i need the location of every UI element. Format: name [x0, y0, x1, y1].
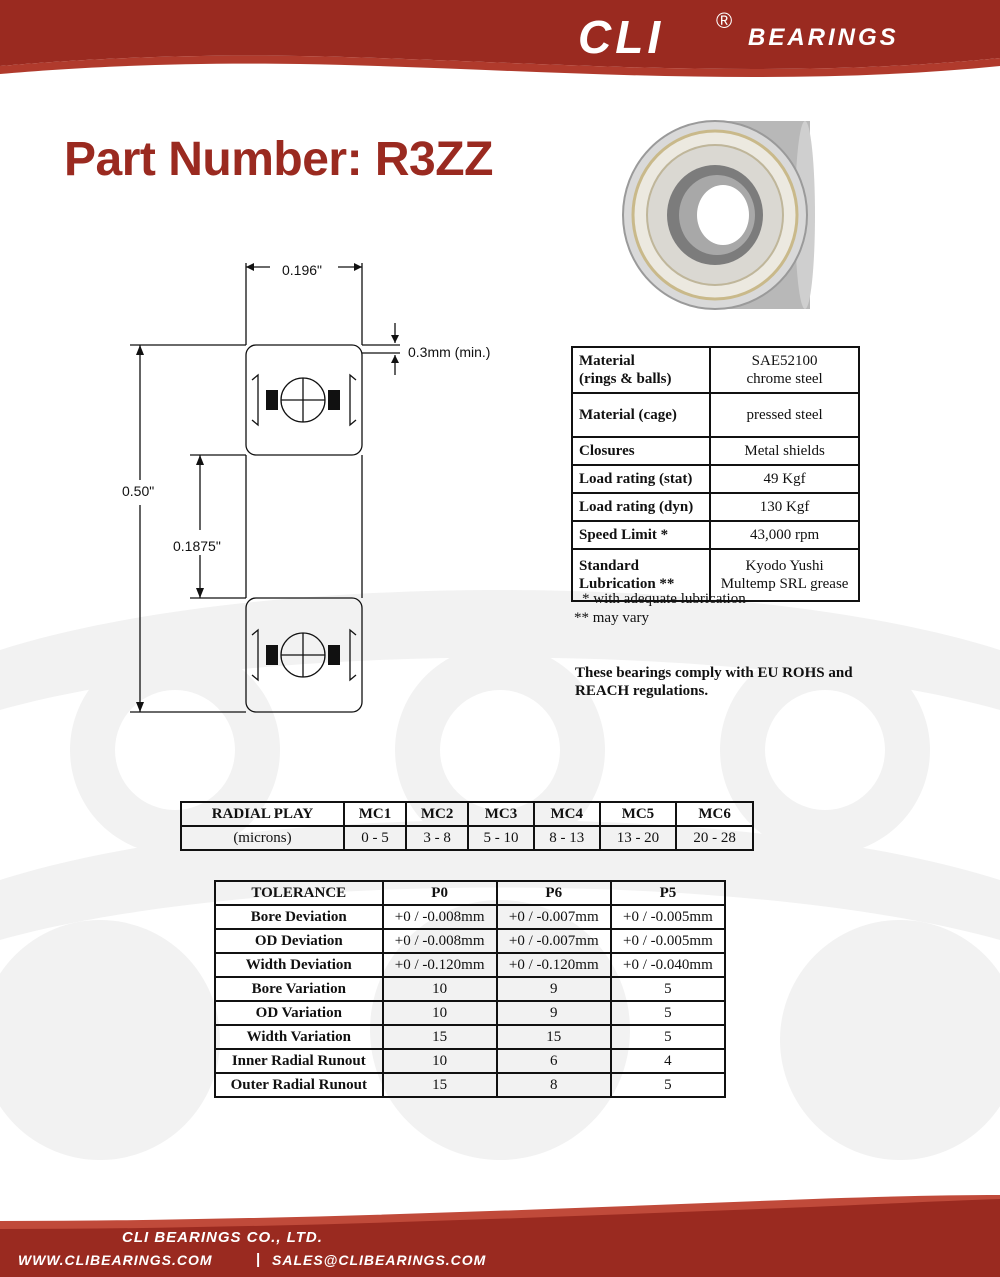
tolerance-value: 15: [497, 1025, 611, 1049]
tolerance-header: P0: [383, 881, 497, 905]
spec-row: [572, 347, 859, 393]
tolerance-label: OD Variation: [215, 1001, 383, 1025]
tolerance-value: +0 / -0.005mm: [611, 929, 725, 953]
spec-value: Metal shields: [710, 437, 859, 465]
spec-label: Standard Lubrication **: [572, 549, 710, 601]
radial-play-unit: (microns): [181, 826, 344, 850]
tolerance-row: [215, 1001, 725, 1025]
tolerance-value: 10: [383, 1001, 497, 1025]
logo-cli: CLI: [578, 11, 665, 63]
tolerance-value: 15: [383, 1025, 497, 1049]
tolerance-value: +0 / -0.008mm: [383, 905, 497, 929]
tolerance-label: Width Variation: [215, 1025, 383, 1049]
tolerance-value: +0 / -0.008mm: [383, 929, 497, 953]
footer-email-link[interactable]: SALES@CLIBEARINGS.COM: [272, 1252, 487, 1268]
bore-diameter-label: 0.1875": [173, 538, 221, 554]
tolerance-header: P6: [497, 881, 611, 905]
tolerance-value: +0 / -0.005mm: [611, 905, 725, 929]
tolerance-value: 5: [611, 977, 725, 1001]
bearing-cross-section-diagram: [120, 255, 540, 725]
tolerance-label: Inner Radial Runout: [215, 1049, 383, 1073]
outer-diameter-label: 0.50": [122, 483, 155, 499]
spec-value: 130 Kgf: [710, 493, 859, 521]
radial-play-table: [180, 801, 754, 851]
tolerance-value: 5: [611, 1001, 725, 1025]
clearance-value: 8 - 13: [534, 826, 600, 850]
tolerance-value: 10: [383, 977, 497, 1001]
tolerance-row: [215, 905, 725, 929]
tolerance-value: 8: [497, 1073, 611, 1097]
tolerance-row: [215, 977, 725, 1001]
spec-label: Material (rings & balls): [572, 347, 710, 393]
spec-row: [572, 393, 859, 437]
tolerance-value: 10: [383, 1049, 497, 1073]
variation-note: ** may vary: [574, 610, 649, 626]
clearance-class-header: MC3: [468, 802, 534, 826]
tolerance-header: P5: [611, 881, 725, 905]
spec-value: 43,000 rpm: [710, 521, 859, 549]
tolerance-value: 15: [383, 1073, 497, 1097]
spec-value: pressed steel: [710, 393, 859, 437]
tolerance-label: Outer Radial Runout: [215, 1073, 383, 1097]
tolerance-label: Width Deviation: [215, 953, 383, 977]
radial-play-header: RADIAL PLAY: [181, 802, 344, 826]
spec-row: [572, 493, 859, 521]
tolerance-value: 5: [611, 1073, 725, 1097]
spec-row: [572, 465, 859, 493]
lubrication-note: * with adequate lubrication: [582, 591, 746, 607]
spec-value: 49 Kgf: [710, 465, 859, 493]
spec-label: Material (cage): [572, 393, 710, 437]
tolerance-value: 5: [611, 1025, 725, 1049]
tolerance-value: 9: [497, 1001, 611, 1025]
footer-website-link[interactable]: WWW.CLIBEARINGS.COM: [18, 1252, 213, 1268]
tolerance-row: [215, 929, 725, 953]
tolerance-value: +0 / -0.120mm: [497, 953, 611, 977]
specifications-table: [571, 346, 860, 602]
tolerance-label: Bore Variation: [215, 977, 383, 1001]
clearance-class-header: MC4: [534, 802, 600, 826]
tolerance-value: 6: [497, 1049, 611, 1073]
spec-label: Speed Limit *: [572, 521, 710, 549]
clearance-value: 5 - 10: [468, 826, 534, 850]
tolerance-label: Bore Deviation: [215, 905, 383, 929]
tolerance-table: [214, 880, 726, 1098]
tolerance-header-row: [215, 881, 725, 905]
clearance-value: 0 - 5: [344, 826, 406, 850]
spec-row: [572, 521, 859, 549]
spec-label: Load rating (dyn): [572, 493, 710, 521]
spec-label: Closures: [572, 437, 710, 465]
page-title: Part Number: R3ZZ: [64, 133, 493, 186]
clearance-value: 3 - 8: [406, 826, 468, 850]
spec-row: [572, 437, 859, 465]
logo-registered-mark: ®: [716, 8, 733, 33]
tolerance-value: +0 / -0.007mm: [497, 929, 611, 953]
logo-bearings: BEARINGS: [748, 24, 899, 51]
tolerance-value: +0 / -0.040mm: [611, 953, 725, 977]
footer-separator: |: [256, 1251, 261, 1268]
bearing-photo: [615, 118, 815, 318]
spec-value: Kyodo Yushi Multemp SRL grease: [710, 549, 859, 601]
spec-value: SAE52100 chrome steel: [710, 347, 859, 393]
clearance-value: 20 - 28: [676, 826, 753, 850]
tolerance-value: +0 / -0.120mm: [383, 953, 497, 977]
tolerance-row: [215, 1049, 725, 1073]
compliance-statement: These bearings comply with EU ROHS and REACH regulations.: [575, 665, 853, 699]
width-dimension-label: 0.196": [282, 262, 323, 278]
tolerance-value: 9: [497, 977, 611, 1001]
clearance-value: 13 - 20: [600, 826, 677, 850]
tolerance-row: [215, 1025, 725, 1049]
clearance-class-header: MC5: [600, 802, 677, 826]
clearance-class-header: MC2: [406, 802, 468, 826]
tolerance-row: [215, 953, 725, 977]
tolerance-row: [215, 1073, 725, 1097]
tolerance-value: +0 / -0.007mm: [497, 905, 611, 929]
clearance-class-header: MC6: [676, 802, 753, 826]
tolerance-value: 4: [611, 1049, 725, 1073]
tolerance-header: TOLERANCE: [215, 881, 383, 905]
spec-label: Load rating (stat): [572, 465, 710, 493]
clearance-class-header: MC1: [344, 802, 406, 826]
chamfer-dimension-label: 0.3mm (min.): [408, 344, 491, 360]
tolerance-label: OD Deviation: [215, 929, 383, 953]
footer-company-name: CLI BEARINGS CO., LTD.: [122, 1229, 323, 1246]
